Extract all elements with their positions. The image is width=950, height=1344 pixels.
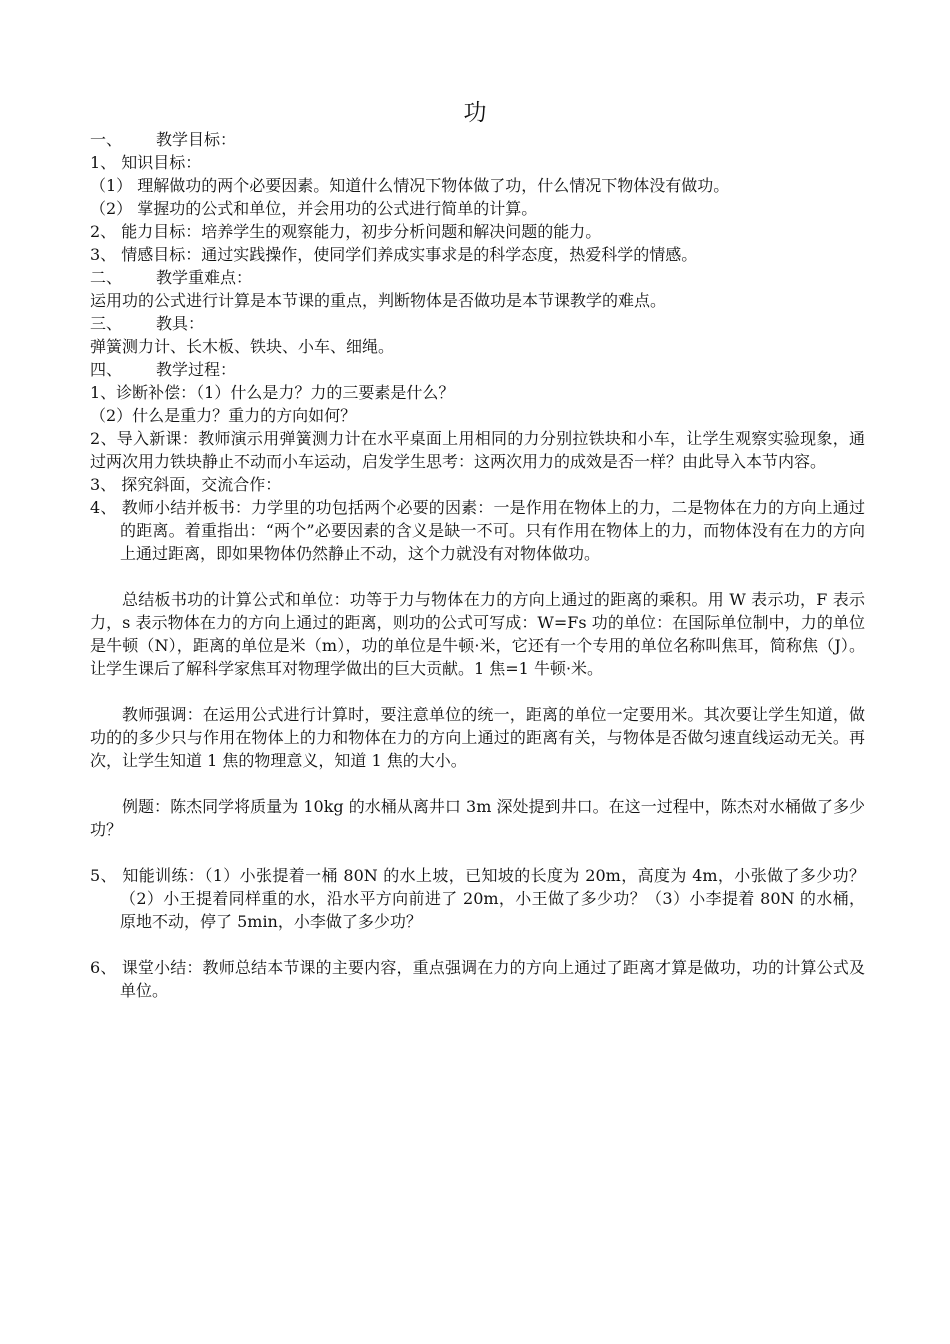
- paragraph-example: 例题：陈杰同学将质量为 10kg 的水桶从离井口 3m 深处提到井口。在这一过程中，陈杰对水桶做了多少功？: [90, 797, 865, 839]
- paragraph-class-summary: 6、 课堂小结：教师总结本节课的主要内容，重点强调在力的方向上通过了距离才算是做功，功的计算公式及单位。: [90, 958, 865, 1000]
- paragraph-emphasis: 教师强调：在运用公式进行计算时，要注意单位的统一，距离的单位一定要用米。其次要让学生知道，做功的的多少只与作用在物体上的力和物体在力的方向上通过的距离有关，与物体是否做匀速直线运动无关。再次，让学生知道 1 焦的物理意义，知道 1 焦的大小。: [90, 705, 865, 770]
- paragraph-intro: 2、导入新课：教师演示用弹簧测力计在水平桌面上用相同的力分别拉铁块和小车，让学生观察实验现象，通过两次用力铁块静止不动而小车运动，启发学生思考：这两次用力的成效是否一样？由此导入本节内容。: [90, 429, 865, 471]
- text-line: 1、诊断补偿：（1）什么是力？力的三要素是什么？: [90, 383, 455, 402]
- text-line: 运用功的公式进行计算是本节课的重点，判断物体是否做功是本节课教学的难点。: [90, 291, 667, 310]
- spacer: [90, 772, 865, 795]
- paragraph-summary: 4、 教师小结并板书：力学里的功包括两个必要的因素：一是作用在物体上的力，二是物体在力的方向上通过的距离。着重指出：“两个”必要因素的含义是缺一不可。只有作用在物体上的力，而物体没有在力的方向上通过距离，即如果物体仍然静止不动，这个力就没有对物体做功。: [90, 498, 865, 563]
- section-label: 教具：: [156, 314, 205, 333]
- text-line: （2） 掌握功的公式和单位，并会用功的公式进行简单的计算。: [90, 199, 538, 218]
- text-line: 3、 情感目标：通过实践操作，使同学们养成实事求是的科学态度，热爱科学的情感。: [90, 245, 698, 264]
- section-heading-process: [90, 358, 865, 381]
- paragraph-exercises: 5、 知能训练：（1）小张提着一桶 80N 的水上坡，已知坡的长度为 20m，高度为 4m，小张做了多少功？（2）小王提着同样重的水，沿水平方向前进了 20m，小王做了多少功？（3）小李提着 80N 的水桶，原地不动，停了 5min，小李做了多少功？: [90, 866, 865, 931]
- section-label: 教学重难点：: [156, 268, 253, 287]
- paragraph-formula: 总结板书功的计算公式和单位：功等于力与物体在力的方向上通过的距离的乘积。用 W 表示功，F 表示力，s 表示物体在力的方向上通过的距离，则功的公式可写成：W=Fs 功的单位：在国际单位制中，力的单位是牛顿（N），距离的单位是米（m），功的单位是牛顿·米，它还有一个专用的单位名称叫焦耳，简称焦（J）。让学生课后了解科学家焦耳对物理学做出的巨大贡献。1 焦=1 牛顿·米。: [90, 590, 865, 678]
- section-heading-key-points: [90, 266, 865, 289]
- section-heading-objectives: [90, 128, 865, 151]
- section-number: 二、: [90, 268, 123, 287]
- document-title: 功: [463, 100, 487, 126]
- section-number: 三、: [90, 314, 123, 333]
- spacer: [90, 680, 865, 703]
- spacer: [90, 565, 865, 588]
- text-line: 1、 知识目标：: [90, 153, 202, 172]
- text-line: 弹簧测力计、长木板、铁块、小车、细绳。: [90, 337, 395, 356]
- text-line: （1） 理解做功的两个必要因素。知道什么情况下物体做了功，什么情况下物体没有做功。: [90, 176, 730, 195]
- text-line: 2、 能力目标：培养学生的观察能力，初步分析问题和解决问题的能力。: [90, 222, 602, 241]
- section-label: 教学过程：: [156, 360, 237, 379]
- section-heading-teaching-aids: [90, 312, 865, 335]
- section-number: 一、: [90, 130, 123, 149]
- document-body: [90, 128, 865, 1002]
- spacer: [90, 933, 865, 956]
- spacer: [90, 841, 865, 864]
- text-line: （2）什么是重力？重力的方向如何？: [90, 406, 357, 425]
- section-number: 四、: [90, 360, 123, 379]
- text-line: 3、 探究斜面，交流合作：: [90, 475, 282, 494]
- section-label: 教学目标：: [156, 130, 237, 149]
